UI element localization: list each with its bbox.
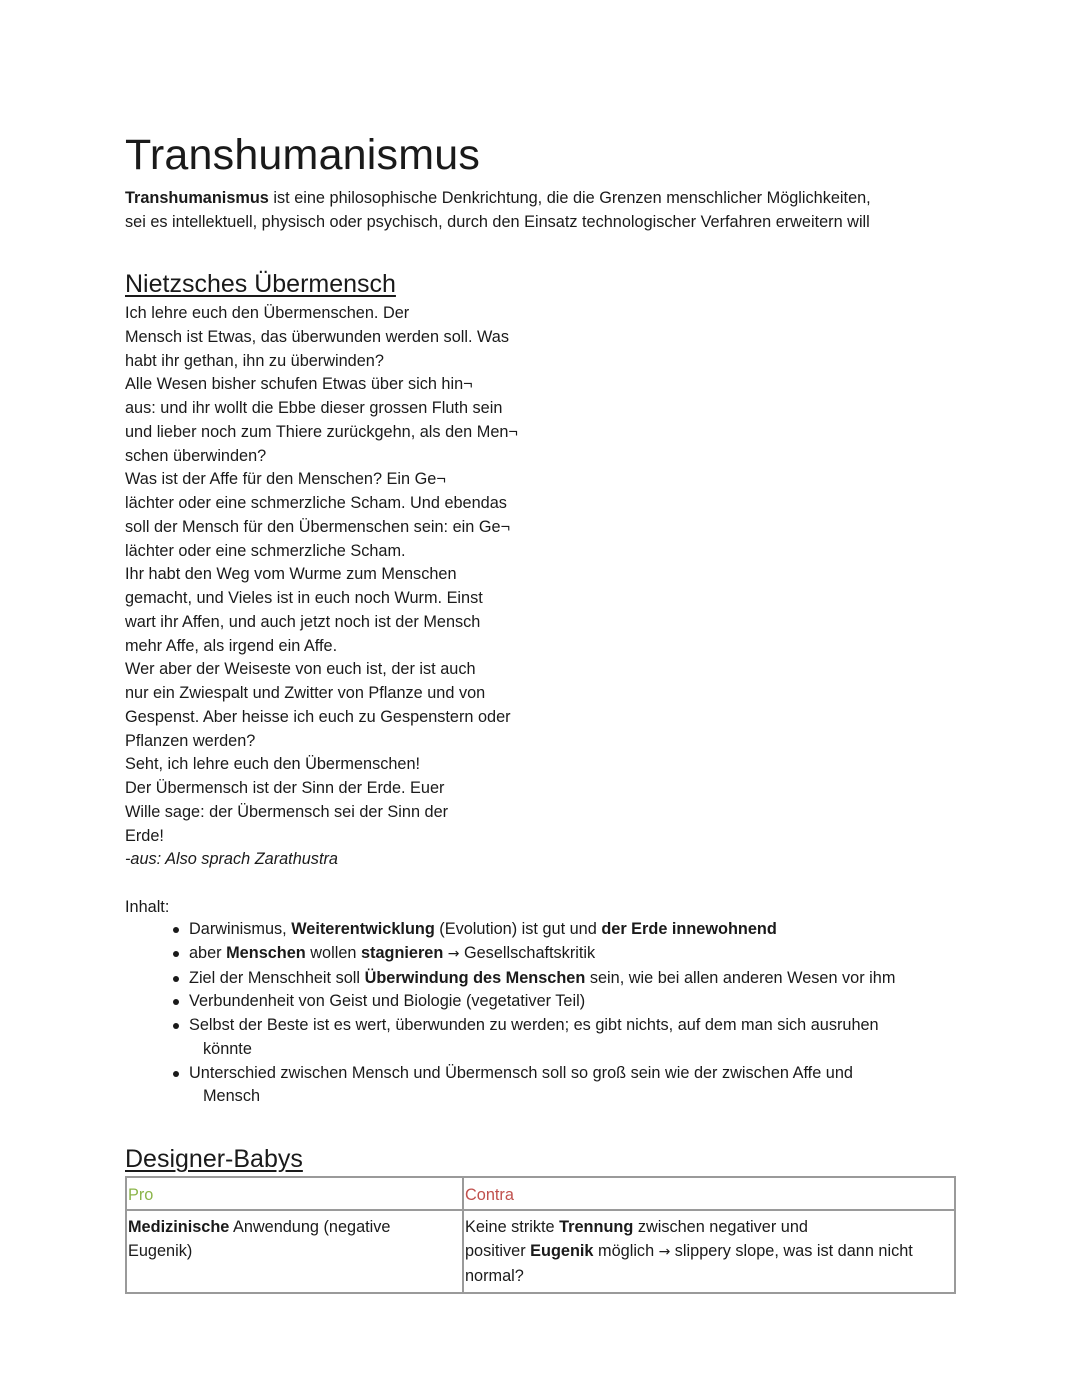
quote-line: gemacht, und Vieles ist in euch noch Wurm. Einst [125,589,483,607]
table-header-row [126,1177,955,1210]
quote-line: lächter oder eine schmerzliche Scham. Und ebendas [125,494,507,512]
pro-cell [126,1210,463,1293]
cell-bold: Medizinische [128,1218,230,1236]
bullet-text: aber [189,943,227,962]
cell-text: zwischen negativer und [633,1218,808,1236]
quote-line: und lieber noch zum Thiere zurückgehn, als den Men¬ [125,422,518,441]
quote-line: wart ihr Affen, und auch jetzt noch ist der Mensch [125,612,481,631]
bullet-text: wollen [305,943,361,962]
quote-line: Ihr habt den Weg vom Wurme zum Menschen [125,565,457,584]
cell-bold: Trennung [559,1218,634,1236]
intro-line-1: ist eine philosophische Denkrichtung, die die Grenzen menschlicher Möglichkeiten, [268,189,871,207]
quote-line: Wer aber der Weiseste von euch ist, der ist auch [125,660,476,679]
pro-contra-table [125,1176,956,1294]
quote-line: aus: und ihr wollt die Ebbe dieser grossen Fluth sein [125,399,503,417]
quote-line: schen überwinden? [125,446,267,465]
quote-line: lächter oder eine schmerzliche Scham. [125,541,406,560]
quote-line: nur ein Zwiespalt und Zwitter von Pflanze und von [125,684,486,702]
contra-header: Contra [463,1177,955,1210]
bullet-text: Mensch [203,1087,261,1106]
quote-line: Seht, ich lehre euch den Übermenschen! [125,755,421,774]
intro-line-2: sei es intellektuell, physisch oder psychisch, durch den Einsatz technologischer Verfahren erweitern will [125,213,870,231]
intro-paragraph [125,186,965,234]
quote-line: habt ihr gethan, ihn zu überwinden? [125,351,384,370]
bullet-text: Gesellschaftskritik [463,943,596,962]
cell-text: normal? [465,1267,524,1285]
intro-term: Transhumanismus [125,189,269,207]
bullet-text: Unterschied zwischen Mensch und Übermensch soll so groß sein wie der zwischen Affe und [189,1063,853,1082]
quote-line: Was ist der Affe für den Menschen? Ein Ge¬ [125,470,446,489]
table-row [126,1210,955,1293]
quote-line: Pflanzen werden? [125,731,256,750]
quote-line: soll der Mensch für den Übermenschen sein: ein Ge¬ [125,517,511,536]
contra-cell [463,1210,955,1293]
bullet-text: Ziel der Menschheit soll [189,968,365,987]
cell-text: slippery slope, was ist dann nicht [674,1242,913,1260]
bullet-item [170,1062,960,1110]
bullet-text: Selbst der Beste ist es wert, überwunden zu werden; es gibt nichts, auf dem man sich ausruhen [189,1016,879,1034]
cell-bold: Eugenik [530,1242,594,1260]
quote-line: Wille sage: der Übermensch sei der Sinn der [125,802,449,821]
bullet-bold: stagnieren [360,943,444,962]
page-title: Transhumanismus [125,131,481,179]
cell-text: positiver [465,1242,531,1260]
bullet-bold: der Erde innewohnend [601,920,777,938]
quote-line: Mensch ist Etwas, das überwunden werden soll. Was [125,327,509,346]
bullet-item [170,918,960,942]
quote-line: Ich lehre euch den Übermenschen. Der [125,304,410,322]
section-heading-designer-babys: Designer-Babys [125,1145,303,1173]
arrow-right-icon: → [443,945,464,962]
quote-line: mehr Affe, als irgend ein Affe. [125,636,338,655]
bullet-text: könnte [203,1039,252,1058]
bullet-text: Darwinismus, [189,920,292,938]
cell-text: Keine strikte [465,1218,560,1236]
arrow-right-icon: → [654,1244,675,1260]
bullet-text: sein, wie bei allen anderen Wesen vor ihm [585,968,896,987]
bullet-item [170,967,960,991]
inhalt-label: Inhalt: [125,898,170,916]
content-bullet-list [170,918,960,1109]
cell-text: möglich [593,1242,655,1260]
cell-text: Anwendung (negative [229,1218,391,1236]
bullet-item [170,990,960,1014]
quote-line: Erde! [125,826,164,845]
quote-line: Der Übermensch ist der Sinn der Erde. Euer [125,779,445,797]
quote-line: Alle Wesen bisher schufen Etwas über sich hin¬ [125,375,473,394]
quote-line: Gespenst. Aber heisse ich euch zu Gespenstern oder [125,707,511,726]
cell-text: Eugenik) [128,1242,193,1260]
zarathustra-quote [125,302,585,872]
bullet-bold: Weiterentwicklung [291,920,435,938]
bullet-bold: Menschen [226,943,306,962]
bullet-bold: Überwindung des Menschen [364,968,586,987]
bullet-item [170,1014,960,1062]
bullet-text: (Evolution) ist gut und [434,920,602,938]
pro-header: Pro [126,1177,463,1210]
quote-source: -aus: Also sprach Zarathustra [125,850,338,869]
bullet-text: Verbundenheit von Geist und Biologie (vegetativer Teil) [189,992,586,1011]
section-heading-nietzsche: Nietzsches Übermensch [125,270,396,298]
bullet-item [170,942,960,967]
